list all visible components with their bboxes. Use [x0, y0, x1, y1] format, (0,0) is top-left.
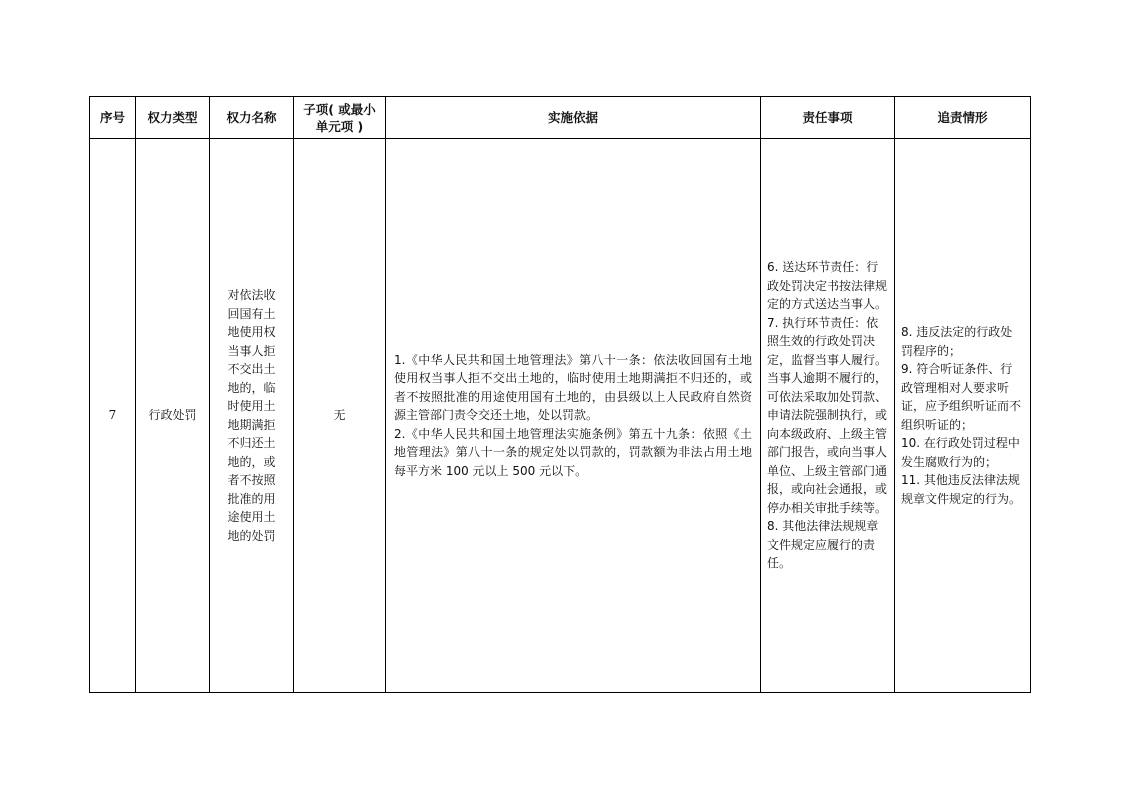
pursue-item: 9. 符合听证条件、行政管理相对人要求听证，应予组织听证而不组织听证的；	[901, 362, 1022, 432]
cell-duty	[761, 139, 895, 693]
pursue-item: 8. 违反法定的行政处罚程序的；	[901, 325, 1013, 358]
header-basis: 实施依据	[386, 97, 761, 139]
cell-power-name: 对依法收回国有土地使用权当事人拒不交出土地的，临时使用土地期满拒不归还土地的，或者不按照批准的用途使用土地的处罚	[210, 139, 294, 693]
basis-paragraph: 2.《中华人民共和国土地管理法实施条例》第五十九条：依照《土地管理法》第八十一条的规定处以罚款的，罚款额为非法占用土地每平方米 100 元以上 500 元以下。	[394, 426, 752, 478]
header-duty: 责任事项	[761, 97, 895, 139]
cell-sub-item: 无	[294, 139, 386, 693]
pursue-item: 11. 其他违反法律法规规章文件规定的行为。	[901, 473, 1022, 506]
header-pursue: 追责情形	[895, 97, 1031, 139]
cell-basis	[386, 139, 761, 693]
header-sub-item-line1: 子项( 或最小	[303, 101, 376, 117]
table-row	[90, 139, 1031, 693]
pursue-item: 10. 在行政处罚过程中发生腐败行为的；	[901, 436, 1020, 469]
duty-item: 8. 其他法律法规规章文件规定应履行的责任。	[767, 519, 879, 571]
header-power-type: 权力类型	[136, 97, 210, 139]
power-list-table	[89, 96, 1031, 693]
header-sub-item	[294, 97, 386, 139]
cell-pursue	[895, 139, 1031, 693]
duty-item: 6. 送达环节责任：行政处罚决定书按法律规定的方式送达当事人。	[767, 260, 888, 312]
table-header-row	[90, 97, 1031, 139]
cell-power-type: 行政处罚	[136, 139, 210, 693]
basis-paragraph: 1.《中华人民共和国土地管理法》第八十一条：依法收回国有土地使用权当事人拒不交出土地的，临时使用土地期满拒不归还的，或者不按照批准的用途使用国有土地的，由县级以上人民政府自然资源主管部门责令交还土地，处以罚款。	[394, 352, 752, 423]
header-sub-item-line2: 单元项 )	[315, 118, 364, 134]
header-seq: 序号	[90, 97, 136, 139]
duty-item: 7. 执行环节责任：依照生效的行政处罚决定，监督当事人履行。当事人逾期不履行的，可依法采取加处罚款、申请法院强制执行，或向本级政府、上级主管部门报告，或向当事人单位、上级主管部门通报，或向社会通报，或停办相关审批手续等。	[767, 315, 888, 515]
header-power-name: 权力名称	[210, 97, 294, 139]
cell-seq: 7	[90, 139, 136, 693]
